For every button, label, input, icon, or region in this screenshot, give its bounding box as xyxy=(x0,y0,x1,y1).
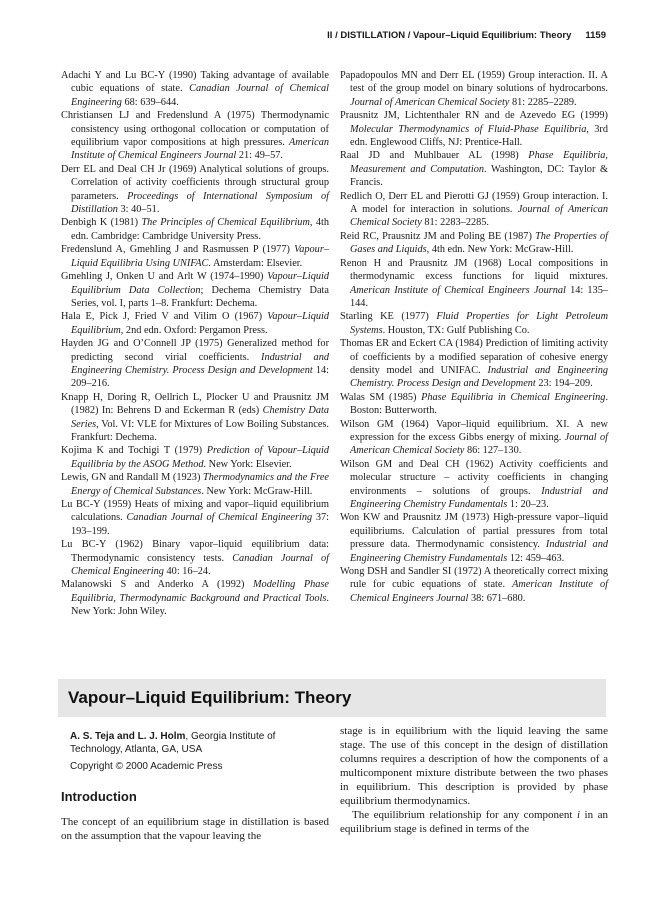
reference-entry: Derr EL and Deal CH Jr (1969) Analytical solutions of groups. Correlation of activity coefficients through structural group parameters. Proceedings of International Symposium of Distillation 3: 40–51. xyxy=(61,163,329,216)
references-left-column xyxy=(61,69,329,619)
reference-entry: Denbigh K (1981) The Principles of Chemical Equilibrium, 4th edn. Cambridge: Cambridge University Press. xyxy=(61,217,329,242)
reference-entry: Malanowski S and Anderko A (1992) Modelling Phase Equilibria, Thermodynamic Background and Practical Tools. New York: John Wiley. xyxy=(61,579,329,618)
intro-paragraph-right-2: The equilibrium relationship for any component i in an equilibrium stage is defined in terms of the xyxy=(340,809,608,835)
reference-entry: Walas SM (1985) Phase Equilibria in Chemical Engineering. Boston: Butterworth. xyxy=(340,391,609,417)
copyright-notice: Copyright © 2000 Academic Press xyxy=(70,761,223,772)
reference-entry: Starling KE (1977) Fluid Properties for Light Petroleum Systems. Houston, TX: Gulf Publishing Co. xyxy=(340,311,609,336)
reference-entry: Papadopoulos MN and Derr EL (1959) Group interaction. II. A test of the group model on binary solutions of hydrocarbons. Journal of American Chemical Society 81: 2285–2289. xyxy=(340,70,608,108)
reference-entry: Adachi Y and Lu BC-Y (1990) Taking advantage of available cubic equations of state. Canadian Journal of Chemical Engineering 68: 639–644. xyxy=(61,70,329,108)
article-title: Vapour–Liquid Equilibrium: Theory xyxy=(68,688,352,707)
reference-entry: Wilson GM (1964) Vapor–liquid equilibrium. XI. A new expression for the excess Gibbs energy of mixing. Journal of American Chemical Society 86: 127–130. xyxy=(340,418,608,457)
header-section: II / DISTILLATION / Vapour–Liquid Equilibrium: Theory xyxy=(327,30,572,41)
references-right-column xyxy=(340,69,608,605)
section-heading-introduction: Introduction xyxy=(61,789,137,804)
reference-entry: Reid RC, Prausnitz JM and Poling BE (1987) The Properties of Gases and Liquids, 4th edn. New York: McGraw-Hill. xyxy=(340,230,608,256)
running-header xyxy=(327,30,606,41)
reference-entry: Christiansen LJ and Fredenslund A (1975) Thermodynamic consistency using orthogonal collocation or computation of equilibrium vapor compositions at high pressures. American Institute of Chemical Engineers Journal 21: 49–57. xyxy=(61,110,329,162)
reference-entry: Lu BC-Y (1962) Binary vapor–liquid equilibrium data: Thermodynamic consistency tests. Canadian Journal of Chemical Engineering 40: 16–24. xyxy=(61,539,329,578)
reference-entry: Lu BC-Y (1959) Heats of mixing and vapor–liquid equilibrium calculations. Canadian Journal of Chemical Engineering 37: 193–199. xyxy=(61,499,330,537)
reference-entry: Gmehling J, Onken U and Arlt W (1974–1990) Vapour–Liquid Equilibrium Data Collection; Dechema Chemistry Data Series, vol. I, parts 1–8. Frankfurt: Dechema. xyxy=(61,271,329,309)
reference-entry: Won KW and Prausnitz JM (1973) High-pressure vapor–liquid equilibriums. Calculation of partial pressures from total pressure data. Thermodynamic consistency. Industrial and Engineering Chemistry Fundamentals 12: 459–463. xyxy=(340,512,608,564)
reference-entry: Hayden JG and O’Connell JP (1975) Generalized method for predicting second virial coefficients. Industrial and Engineering Chemistry. Process Design and Development 14: 209–216. xyxy=(61,338,330,390)
author-affiliation: , Georgia Institute of Technology, Atlanta, GA, USA xyxy=(70,731,276,755)
reference-entry: Raal JD and Muhlbauer AL (1998) Phase Equilibria, Measurement and Computation. Washington, DC: Taylor & Francis. xyxy=(340,150,608,189)
reference-entry: Redlich O, Derr EL and Pierotti GJ (1959) Group interaction. I. A model for interaction in solutions. Journal of American Chemical Society 81: 2283–2285. xyxy=(340,190,608,229)
reference-entry: Prausnitz JM, Lichtenthaler RN and de Azevedo EG (1999) Molecular Thermodynamics of Fluid-Phase Equilibria, 3rd edn. Englewood Cliffs, NJ: Prentice-Hall. xyxy=(340,110,608,149)
variable-i: i xyxy=(576,809,581,821)
article-title-banner xyxy=(58,679,606,717)
reference-entry: Kojima K and Tochigi T (1979) Prediction of Vapour–Liquid Equilibria by the ASOG Method. New York: Elsevier. xyxy=(61,445,329,470)
page-number: 1159 xyxy=(585,30,606,41)
reference-entry: Wilson GM and Deal CH (1962) Activity coefficients and molecular structure – activity coefficients in changing environments – solutions of groups. Industrial and Engineering Chemistry Fundamentals 1: 20–23. xyxy=(340,458,608,510)
reference-entry: Knapp H, Doring R, Oellrich L, Plocker U and Prausnitz JM (1982) In: Behrens D and Eckerman R (eds) Chemistry Data Series, Vol. VI: VLE for Mixtures of Low Boiling Substances. Frankfurt: Dechema. xyxy=(61,391,330,443)
intro-paragraph-left: The concept of an equilibrium stage in distillation is based on the assumption that the vapour leaving the xyxy=(61,816,329,842)
reference-entry: Lewis, GN and Randall M (1923) Thermodynamics and the Free Energy of Chemical Substances. New York: McGraw-Hill. xyxy=(61,472,329,497)
reference-entry: Fredenslund A, Gmehling J and Rasmussen P (1977) Vapour–Liquid Equilibria Using UNIFAC. Amsterdam: Elsevier. xyxy=(61,244,329,269)
reference-entry: Hala E, Pick J, Fried V and Vilim O (1967) Vapour–Liquid Equilibrium, 2nd edn. Oxford: Pergamon Press. xyxy=(61,311,329,336)
reference-entry: Thomas ER and Eckert CA (1984) Prediction of limiting activity of coefficients by a modified separation of cohesive energy density model and UNIFAC. Industrial and Engineering Chemistry. Process Design and Development 23: 194–209. xyxy=(340,338,608,390)
author-block xyxy=(70,730,330,756)
author-names: A. S. Teja and L. J. Holm xyxy=(70,731,186,742)
reference-entry: Wong DSH and Sandler SI (1972) A theoretically correct mixing rule for cubic equations of state. American Institute of Chemical Engineers Journal 38: 671–680. xyxy=(340,566,608,604)
intro-paragraph-right: stage is in equilibrium with the liquid leaving the same stage. The use of this concept in the design of distillation columns requires a description of how the components of a multicomponent mixture distribute between the two phases in equilibrium. This description is provided by phase equilibrium thermodynamics. xyxy=(340,725,608,807)
reference-entry: Renon H and Prausnitz JM (1968) Local compositions in thermodynamic excess functions for liquid mixtures. American Institute of Chemical Engineers Journal 14: 135–144. xyxy=(340,257,609,309)
